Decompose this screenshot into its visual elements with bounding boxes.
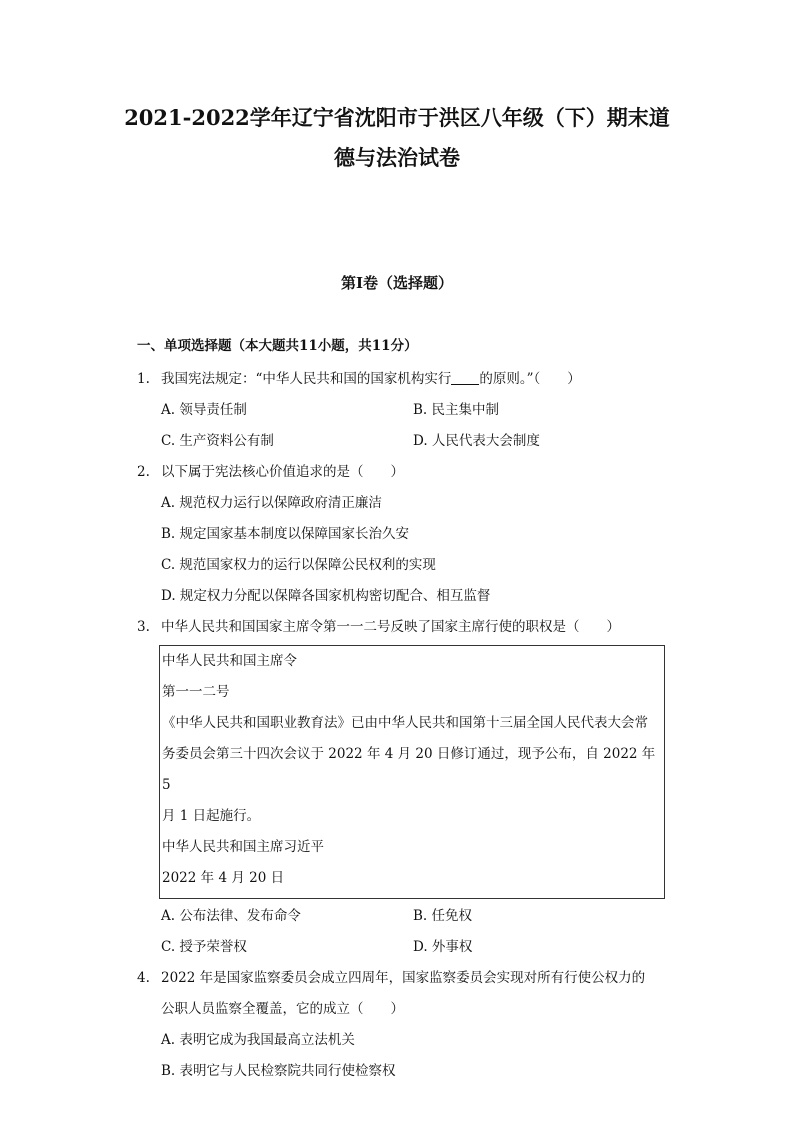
fill-blank xyxy=(451,370,479,385)
question-4 xyxy=(137,963,677,1087)
part-title: 第I卷（选择题） xyxy=(340,274,454,292)
question-list xyxy=(137,364,677,1087)
decree-line: 2022 年 4 月 20 日 xyxy=(162,870,285,886)
question-number: 1. xyxy=(137,371,150,387)
exam-title-line-2: 德与法治试卷 xyxy=(334,145,460,170)
question-stem-before: 我国宪法规定：“中华人民共和国的国家机构实行 xyxy=(161,371,452,387)
section-title: 一、单项选择题（本大题共11小题，共11分） xyxy=(137,338,418,354)
question-stem xyxy=(161,364,677,395)
option-a: A. 规范权力运行以保障政府清正廉洁 xyxy=(161,495,382,511)
exam-title-line-1: 2021-2022学年辽宁省沈阳市于洪区八年级（下）期末道 xyxy=(124,105,670,130)
decree-line: 中华人民共和国主席令 xyxy=(162,653,297,669)
question-2 xyxy=(137,457,677,612)
option-c: C. 生产资料公有制 xyxy=(161,433,274,449)
question-stem-line-1: 2022 年是国家监察委员会成立四周年，国家监察委员会实现对所有行使公权力的 xyxy=(161,970,646,986)
decree-line: 务委员会第三十四次会议于 2022 年 4 月 20 日修订通过，现予公布，自 2022 年 5 xyxy=(162,746,656,793)
decree-line: 《中华人民共和国职业教育法》已由中华人民共和国第十三届全国人民代表大会常 xyxy=(162,715,648,731)
decree-box xyxy=(159,645,665,899)
decree-line: 第一一二号 xyxy=(162,684,230,700)
option-c: C. 授予荣誉权 xyxy=(161,939,247,955)
question-stem: 中华人民共和国国家主席令第一一二号反映了国家主席行使的职权是（ ） xyxy=(161,619,620,635)
option-d: D. 规定权力分配以保障各国家机构密切配合、相互监督 xyxy=(161,588,491,604)
option-c: C. 规范国家权力的运行以保障公民权利的实现 xyxy=(161,557,436,573)
option-b: B. 任免权 xyxy=(413,908,473,924)
question-number: 3. xyxy=(137,619,150,635)
decree-line: 月 1 日起施行。 xyxy=(162,808,261,824)
option-d: D. 外事权 xyxy=(413,939,473,955)
option-d: D. 人民代表大会制度 xyxy=(413,433,540,449)
decree-line: 中华人民共和国主席习近平 xyxy=(162,839,324,855)
question-1 xyxy=(137,364,677,457)
question-number: 4. xyxy=(137,970,150,986)
option-b: B. 规定国家基本制度以保障国家长治久安 xyxy=(161,526,410,542)
question-stem: 以下属于宪法核心价值追求的是（ ） xyxy=(161,464,404,480)
exam-title xyxy=(120,98,674,178)
option-a: A. 表明它成为我国最高立法机关 xyxy=(161,1032,355,1048)
question-stem-after: 的原则。”（ ） xyxy=(479,371,581,387)
option-b: B. 表明它与人民检察院共同行使检察权 xyxy=(161,1063,396,1079)
question-number: 2. xyxy=(137,464,150,480)
option-a: A. 领导责任制 xyxy=(161,402,247,418)
question-3 xyxy=(137,612,677,963)
question-stem-line-2: 公职人员监察全覆盖，它的成立（ ） xyxy=(161,1001,404,1017)
option-a: A. 公布法律、发布命令 xyxy=(161,908,301,924)
option-b: B. 民主集中制 xyxy=(413,402,500,418)
